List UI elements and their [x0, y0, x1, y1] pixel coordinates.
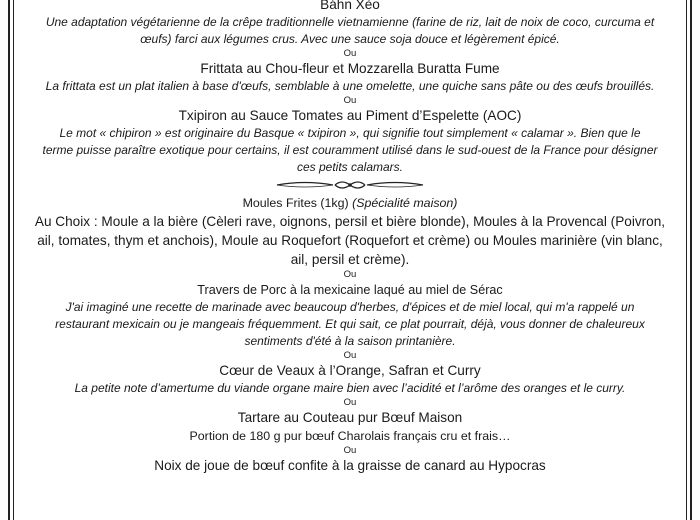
dish-description: terme puisse paraître exotique pour certains, il est couramment utilisé dans le sud-ouest de la France pour désigner: [42, 143, 658, 157]
dish-description: ces petits calamars.: [296, 160, 404, 174]
dish-description: Une adaptation végétarienne de la crêpe traditionnelle vietnamienne (farine de riz, lait de noix de coco, curcuma et: [45, 15, 655, 29]
flourish-ornament-icon: [275, 178, 425, 192]
dish-title: [14, 194, 686, 212]
ornament-divider: [14, 176, 686, 194]
dish-title: Noix de joue de bœuf confite à la graisse de canard au Hypocras: [154, 458, 546, 473]
separator-ou: Ou: [343, 269, 357, 280]
dish-note: (Spécialité maison): [352, 196, 458, 210]
separator-ou: Ou: [343, 48, 357, 59]
dish-choice: Au Choix : Moule a la bière (Cèleri rave, oignons, persil et bière blonde), Moules à la Provencal (Poivron,: [34, 214, 666, 229]
separator-ou: Ou: [343, 445, 357, 456]
menu-page: [14, 0, 686, 475]
dish-description: J'ai imaginé une recette de marinade avec beaucoup d'herbes, d'épices et de miel local, qui m'a rappelé un: [65, 300, 635, 314]
dish-description: La petite note d’amertume du viande organe maire bien avec l’acidité et l’arôme des oranges et le curry.: [74, 381, 626, 395]
separator-ou: Ou: [343, 397, 357, 408]
separator-ou: Ou: [343, 95, 357, 106]
separator-ou: Ou: [343, 350, 357, 361]
dish-title: Cœur de Veaux à l’Orange, Safran et Curry: [219, 363, 481, 378]
dish-description: Le mot « chipiron » est originaire du Basque « txipiron », qui signifie tout simplement « calamar ». Bien que le: [59, 126, 641, 140]
dish-portion-note: Portion de 180 g pur bœuf Charolais français cru et frais…: [189, 429, 511, 443]
dish-title: Báhn Xèo: [320, 0, 380, 12]
dish-title: Travers de Porc à la mexicaine laqué au miel de Sérac: [197, 283, 503, 297]
dish-description: La frittata est un plat italien à base d'œufs, semblable à une omelette, une quiche sans pâte ou des œufs brouillés.: [45, 79, 655, 93]
dish-description: sentiments d'été à la saison printanière.: [244, 334, 456, 348]
dish-name: Moules Frites (1kg): [242, 196, 349, 210]
dish-title: Txipiron au Sauce Tomates au Piment d’Espelette (AOC): [178, 108, 522, 123]
dish-title: Tartare au Couteau pur Bœuf Maison: [237, 410, 463, 425]
dish-choice: ail, tomates, thym et anchois), Moule au Roquefort (Roquefort et crème) ou Moules marinière (vin blanc,: [37, 233, 663, 248]
dish-choice: ail, persil et crème).: [290, 252, 410, 267]
dish-description: restaurant mexicain ou je mangeais fréquemment. Et qui sait, ce plat pourrait, déjà, vous donner de chaleureux: [55, 317, 645, 331]
dish-title: Frittata au Chou-fleur et Mozzarella Buratta Fume: [200, 61, 500, 76]
dish-description: œufs) farci aux légumes crus. Avec une sauce soja douce et légèrement épicé.: [140, 32, 560, 46]
